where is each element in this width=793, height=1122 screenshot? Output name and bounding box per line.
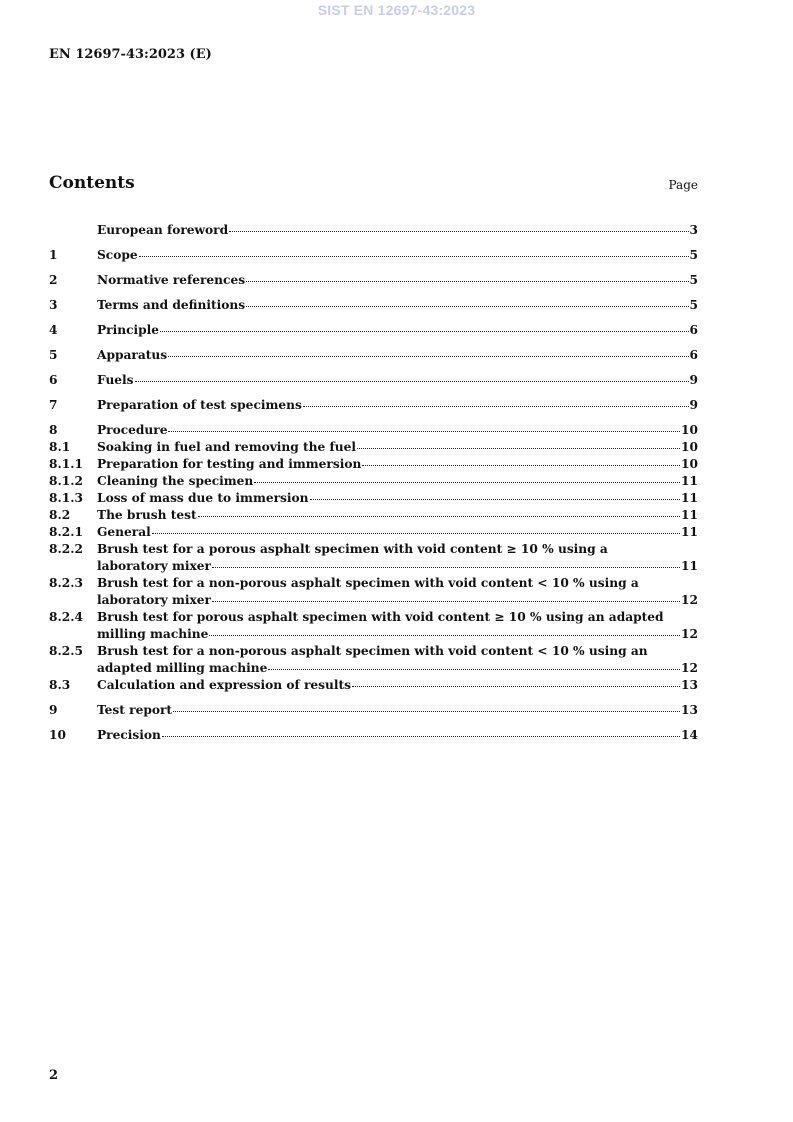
toc-entry-page: 6 [689,323,698,337]
toc-entry-title: Calculation and expression of results [97,678,351,692]
toc-entry-page: 13 [681,703,698,717]
toc-entry-number: 8.2.4 [49,610,83,624]
dot-leader [209,635,680,636]
toc-entry-page: 11 [681,491,698,505]
toc-entry-page: 10 [681,440,698,454]
toc-entry-number: 8.2.1 [49,525,83,539]
toc-entry-number: 8.3 [49,678,71,692]
toc-entry-number: 8.2.5 [49,644,83,658]
dot-leader [173,711,680,712]
toc-entry-page: 11 [681,508,698,522]
toc-entry-title: Precision [97,728,161,742]
toc-entry-number: 5 [49,348,58,362]
toc-entry[interactable] [49,609,698,643]
toc-entry-page: 14 [681,728,698,742]
toc-entry[interactable] [49,490,698,507]
toc-entry-page: 5 [689,298,698,312]
toc-entry-page: 12 [681,627,698,641]
dot-leader [310,499,681,500]
toc-entry[interactable] [49,541,698,575]
dot-leader [357,448,680,449]
toc-entry[interactable] [49,507,698,524]
dot-leader [198,516,680,517]
toc-entry[interactable] [49,439,698,456]
dot-leader [229,231,688,232]
toc-entry-page: 9 [689,373,698,387]
toc-entry-number: 2 [49,273,58,287]
toc-entry-page: 12 [681,593,698,607]
toc-entry-number: 1 [49,248,58,262]
watermark: SIST EN 12697-43:2023 [317,2,476,18]
toc-entry[interactable] [49,422,698,439]
toc-entry-title-line: Brush test for porous asphalt specimen with void content ≥ 10 % using an adapted [97,610,664,624]
toc-entry-title: Normative references [97,273,246,287]
toc-entry-title: Apparatus [97,348,168,362]
dot-leader [303,406,689,407]
page-column-label: Page [668,178,698,192]
toc-entry-title: laboratory mixer [97,559,211,573]
toc-entry-page: 6 [689,348,698,362]
toc-entry-title-line: Brush test for a non-porous asphalt specimen with void content < 10 % using a [97,576,639,590]
toc-entry-title: Procedure [97,423,168,437]
toc-entry-title: The brush test [97,508,197,522]
toc-entry-page: 9 [689,398,698,412]
toc-entry-page: 10 [681,423,698,437]
dot-leader [246,281,688,282]
toc-entry-page: 11 [681,525,698,539]
toc-entry-number: 8.2.3 [49,576,83,590]
toc-entry[interactable] [49,272,698,289]
toc-entry-page: 13 [681,678,698,692]
toc-entry-title: milling machine [97,627,209,641]
toc-entry-number: 8 [49,423,58,437]
toc-entry-title: Scope [97,248,138,262]
toc-entry[interactable] [49,727,698,744]
toc-entry-title: Cleaning the specimen [97,474,254,488]
toc-entry[interactable] [49,677,698,694]
toc-entry[interactable] [49,575,698,609]
toc-entry-page: 5 [689,273,698,287]
toc-entry[interactable] [49,524,698,541]
toc-entry-title: Test report [97,703,173,717]
toc-entry-number: 8.2 [49,508,71,522]
toc-entry-page: 3 [689,223,698,237]
toc-entry-title: Principle [97,323,160,337]
toc-entry-title-line: Brush test for a porous asphalt specimen with void content ≥ 10 % using a [97,542,608,556]
toc-entry-title: Soaking in fuel and removing the fuel [97,440,357,454]
document-id: EN 12697-43:2023 (E) [49,47,212,62]
toc-entry-number: 10 [49,728,66,742]
toc-entry[interactable] [49,473,698,490]
toc-entry-page: 10 [681,457,698,471]
dot-leader [160,331,688,332]
toc-entry-title: General [97,525,151,539]
toc-entry-number: 6 [49,373,58,387]
toc-entry-number: 3 [49,298,58,312]
toc-entry[interactable] [49,247,698,264]
dot-leader [352,686,680,687]
dot-leader [268,669,680,670]
toc-entry[interactable] [49,347,698,364]
toc-entry-title: Loss of mass due to immersion [97,491,309,505]
toc-entry-number: 8.2.2 [49,542,83,556]
toc-entry-page: 11 [681,474,698,488]
dot-leader [212,567,680,568]
dot-leader [168,431,680,432]
toc-entry-number [49,222,97,239]
toc-entry-number: 7 [49,398,58,412]
toc-entry-title: Preparation for testing and immersion [97,457,362,471]
toc-entry-title: adapted milling machine [97,661,268,675]
dot-leader [168,356,688,357]
toc-entry[interactable] [49,397,698,414]
toc-entry[interactable] [49,297,698,314]
toc-entry[interactable] [49,643,698,677]
table-of-contents [49,222,698,744]
toc-entry-page: 12 [681,661,698,675]
page-number: 2 [49,1068,59,1083]
dot-leader [362,465,680,466]
toc-entry-number: 4 [49,323,58,337]
toc-entry-number: 8.1 [49,440,71,454]
toc-entry-title: European foreword [97,223,229,237]
toc-entry-title-line: Brush test for a non-porous asphalt specimen with void content < 10 % using an [97,644,648,658]
toc-entry-number: 8.1.2 [49,474,83,488]
dot-leader [246,306,688,307]
toc-entry-title: Terms and definitions [97,298,246,312]
toc-entry-number: 8.1.1 [49,457,83,471]
toc-entry-number: 8.1.3 [49,491,83,505]
toc-entry[interactable] [49,702,698,719]
dot-leader [212,601,680,602]
dot-leader [139,256,689,257]
contents-title: Contents [49,173,135,193]
dot-leader [152,533,680,534]
toc-entry[interactable] [49,372,698,389]
toc-entry[interactable] [49,456,698,473]
toc-entry-title: laboratory mixer [97,593,211,607]
dot-leader [162,736,680,737]
dot-leader [135,381,689,382]
toc-entry-title: Preparation of test specimens [97,398,302,412]
toc-entry-number: 9 [49,703,58,717]
toc-entry-title: Fuels [97,373,134,387]
toc-entry[interactable] [49,322,698,339]
toc-entry[interactable] [49,222,698,239]
toc-entry-page: 5 [689,248,698,262]
toc-entry-page: 11 [681,559,698,573]
dot-leader [254,482,680,483]
